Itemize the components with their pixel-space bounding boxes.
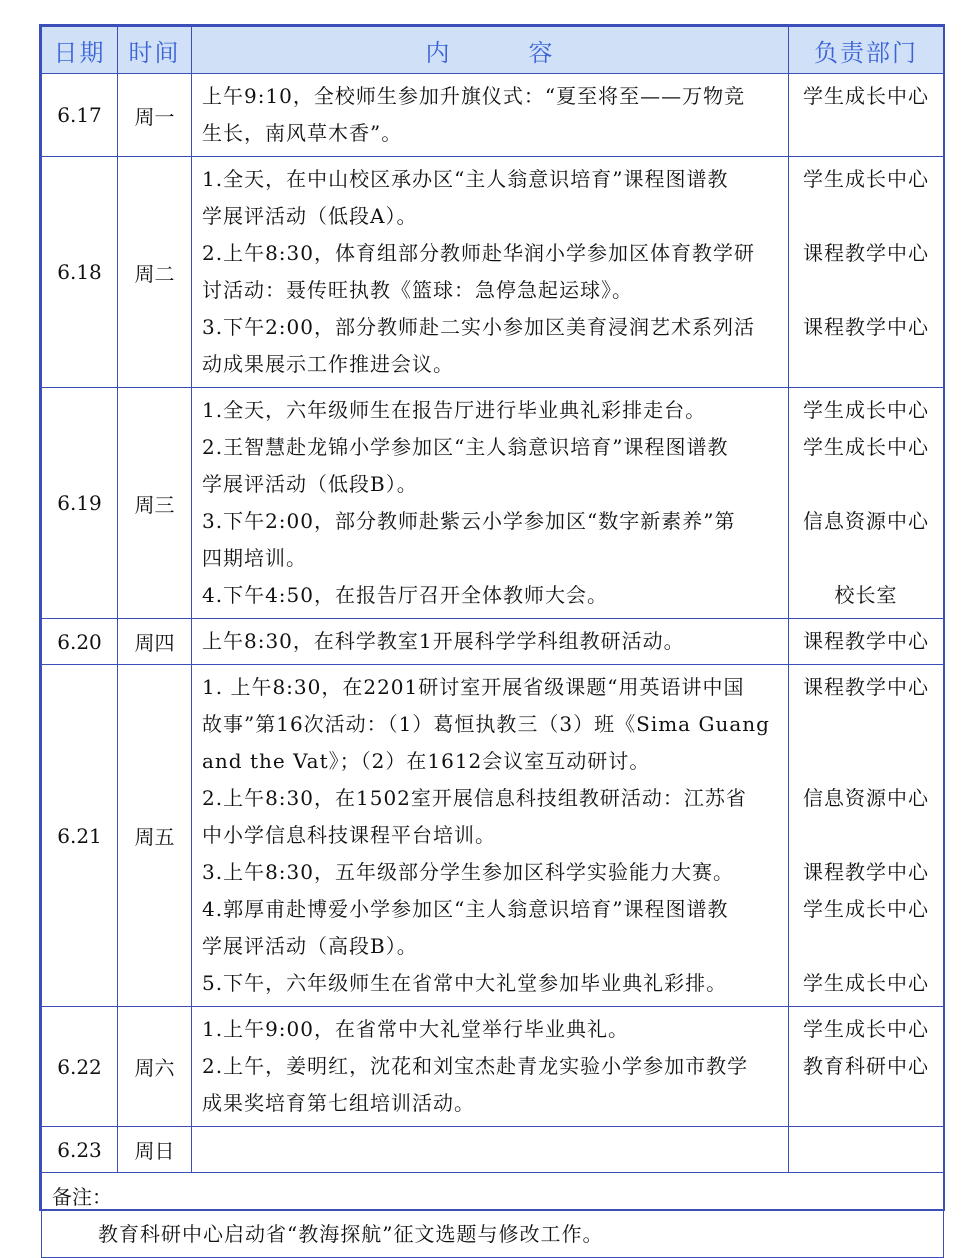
dept-label xyxy=(795,1085,937,1122)
row-content xyxy=(192,1127,789,1173)
dept-label: 信息资源中心 xyxy=(803,786,929,810)
header-date: 日期 xyxy=(42,27,118,74)
weekly-schedule-table xyxy=(41,26,944,1258)
row-dept xyxy=(789,388,944,619)
content-line: 1.全天，六年级师生在报告厅进行毕业典礼彩排走台。 xyxy=(202,398,707,422)
dept-label: 学生成长中心 xyxy=(803,84,929,108)
content-line: 4.下午4:50，在报告厅召开全体教师大会。 xyxy=(202,583,608,607)
content-line: 上午9:10，全校师生参加升旗仪式：“夏至将至——万物竞 xyxy=(202,84,746,108)
content-line: and the Vat》；（2）在1612会议室互动研讨。 xyxy=(202,749,651,773)
row-content xyxy=(192,74,789,157)
row-date: 6.22 xyxy=(42,1007,118,1127)
note-row xyxy=(42,1173,944,1258)
dept-label: 校长室 xyxy=(834,583,898,607)
content-line: 2.王智慧赴龙锦小学参加区“主人翁意识培育”课程图谱教 xyxy=(202,435,729,459)
content-line: 1. 上午8:30，在2201研讨室开展省级课题“用英语讲中国 xyxy=(202,675,745,699)
row-content xyxy=(192,1007,789,1127)
schedule-row xyxy=(42,619,944,665)
content-line: 学展评活动（高段B）。 xyxy=(202,934,418,958)
content-line: 中小学信息科技课程平台培训。 xyxy=(202,823,496,847)
content-line: 学展评活动（低段B）。 xyxy=(202,472,418,496)
dept-label xyxy=(795,743,937,780)
content-line: 4.郭厚甫赴博爱小学参加区“主人翁意识培育”课程图谱教 xyxy=(202,897,729,921)
schedule-row xyxy=(42,388,944,619)
header-time: 时间 xyxy=(118,27,192,74)
dept-label xyxy=(795,466,937,503)
dept-label: 课程教学中心 xyxy=(803,860,929,884)
content-line: 故事”第16次活动：（1）葛恒执教三（3）班《Sima Guang xyxy=(202,712,770,736)
row-dept xyxy=(789,1127,944,1173)
dept-label xyxy=(795,817,937,854)
dept-label: 课程教学中心 xyxy=(803,241,929,265)
content-line: 四期培训。 xyxy=(202,546,307,570)
dept-label: 学生成长中心 xyxy=(803,167,929,191)
schedule-row xyxy=(42,74,944,157)
row-day: 周四 xyxy=(118,619,192,665)
dept-label: 教育科研中心 xyxy=(803,1054,929,1078)
dept-label: 学生成长中心 xyxy=(803,897,929,921)
dept-label: 学生成长中心 xyxy=(803,398,929,422)
content-line: 1.上午9:00，在省常中大礼堂举行毕业典礼。 xyxy=(202,1017,629,1041)
dept-label: 学生成长中心 xyxy=(803,1017,929,1041)
row-content xyxy=(192,665,789,1007)
row-content xyxy=(192,619,789,665)
header-content: 内 容 xyxy=(192,27,789,74)
row-date: 6.18 xyxy=(42,157,118,388)
row-day: 周二 xyxy=(118,157,192,388)
row-day: 周三 xyxy=(118,388,192,619)
content-line: 1.全天，在中山校区承办区“主人翁意识培育”课程图谱教 xyxy=(202,167,729,191)
row-day: 周五 xyxy=(118,665,192,1007)
row-dept xyxy=(789,74,944,157)
dept-label: 学生成长中心 xyxy=(803,971,929,995)
header-dept: 负责部门 xyxy=(789,27,944,74)
schedule-row xyxy=(42,665,944,1007)
note-text: 教育科研中心启动省“教海探航”征文选题与修改工作。 xyxy=(98,1222,604,1246)
content-line: 3.上午8:30，五年级部分学生参加区科学实验能力大赛。 xyxy=(202,860,734,884)
dept-label xyxy=(795,928,937,965)
row-day: 周一 xyxy=(118,74,192,157)
row-day: 周日 xyxy=(118,1127,192,1173)
row-dept xyxy=(789,1007,944,1127)
dept-label: 学生成长中心 xyxy=(803,435,929,459)
row-date: 6.17 xyxy=(42,74,118,157)
content-line: 2.上午，姜明红，沈花和刘宝杰赴青龙实验小学参加市教学 xyxy=(202,1054,749,1078)
row-dept xyxy=(789,665,944,1007)
row-content xyxy=(192,157,789,388)
content-line: 生长，南风草木香”。 xyxy=(202,121,403,145)
content-line: 3.下午2:00，部分教师赴二实小参加区美育浸润艺术系列活 xyxy=(202,315,755,339)
dept-label: 信息资源中心 xyxy=(803,509,929,533)
content-line: 3.下午2:00，部分教师赴紫云小学参加区“数字新素养”第 xyxy=(202,509,736,533)
content-line: 动成果展示工作推进会议。 xyxy=(202,352,454,376)
row-dept xyxy=(789,157,944,388)
dept-label: 课程教学中心 xyxy=(803,629,929,653)
dept-label: 课程教学中心 xyxy=(803,675,929,699)
row-dept xyxy=(789,619,944,665)
table-header-row xyxy=(42,27,944,74)
note-cell xyxy=(42,1173,944,1258)
dept-label xyxy=(795,540,937,577)
dept-label: 课程教学中心 xyxy=(803,315,929,339)
row-date: 6.23 xyxy=(42,1127,118,1173)
content-line: 上午8:30，在科学教室1开展科学学科组教研活动。 xyxy=(202,629,685,653)
content-line: 2.上午8:30，体育组部分教师赴华润小学参加区体育教学研 xyxy=(202,241,755,265)
dept-label xyxy=(795,272,937,309)
row-date: 6.21 xyxy=(42,665,118,1007)
note-label: 备注： xyxy=(52,1185,112,1209)
row-date: 6.20 xyxy=(42,619,118,665)
row-day: 周六 xyxy=(118,1007,192,1127)
content-line: 成果奖培育第七组培训活动。 xyxy=(202,1091,475,1115)
schedule-row xyxy=(42,1127,944,1173)
content-line: 5.下午，六年级师生在省常中大礼堂参加毕业典礼彩排。 xyxy=(202,971,728,995)
content-line: 2.上午8:30，在1502室开展信息科技组教研活动：江苏省 xyxy=(202,786,747,810)
dept-label xyxy=(795,346,937,383)
content-line: 学展评活动（低段A）。 xyxy=(202,204,418,228)
content-line: 讨活动：聂传旺执教《篮球：急停急起运球》。 xyxy=(202,278,633,302)
dept-label xyxy=(795,198,937,235)
schedule-row xyxy=(42,1007,944,1127)
row-date: 6.19 xyxy=(42,388,118,619)
row-content xyxy=(192,388,789,619)
schedule-row xyxy=(42,157,944,388)
dept-label xyxy=(795,706,937,743)
